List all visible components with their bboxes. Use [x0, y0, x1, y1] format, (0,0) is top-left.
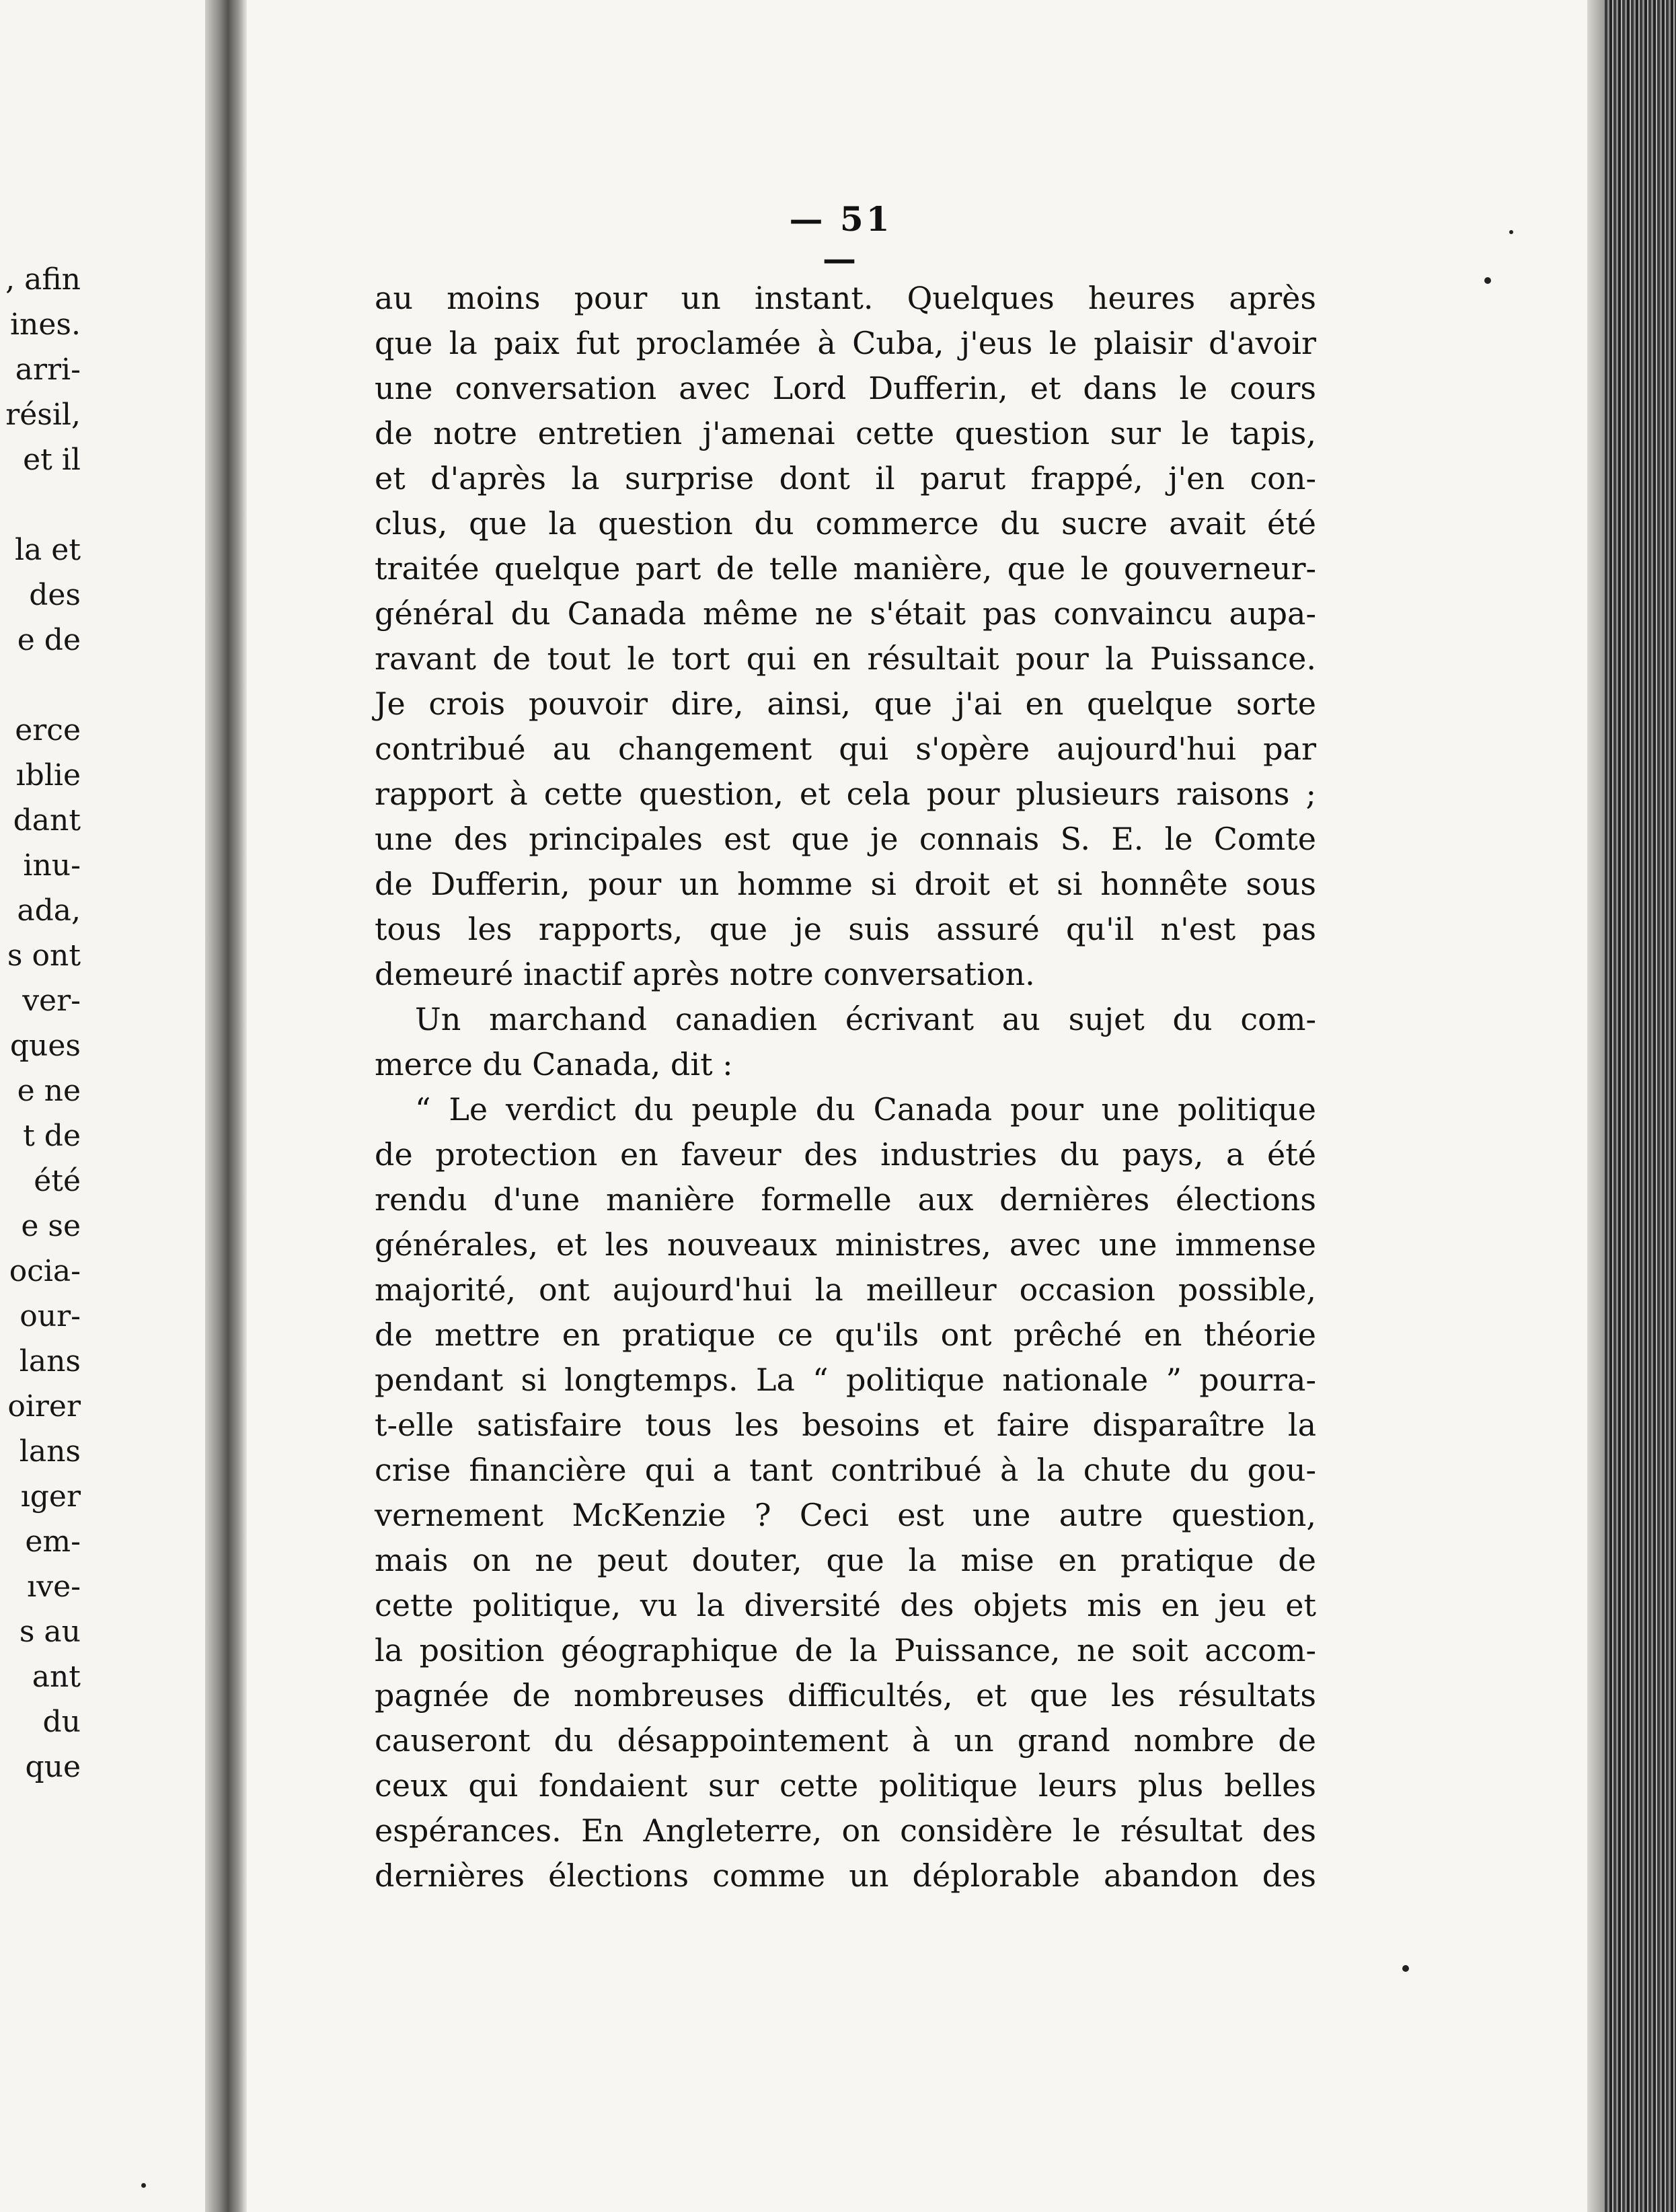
text-line: espérances. En Angleterre, on considère le résultat des [375, 1812, 1316, 1849]
text-line: traitée quelque part de telle manière, que le gouverneur- [375, 550, 1316, 587]
text-line: pendant si longtemps. La “ politique nationale ” pourra- [375, 1362, 1316, 1398]
text-line: une conversation avec Lord Dufferin, et dans le cours [375, 370, 1316, 406]
left-line: ıve- [27, 1570, 81, 1604]
text-line: ravant de tout le tort qui en résultait pour la Puissance. [375, 640, 1316, 677]
text-line: demeuré inactif après notre conversation. [375, 956, 1035, 992]
left-line: erce [15, 713, 81, 747]
text-line: au moins pour un instant. Quelques heures après [375, 280, 1316, 316]
text-line: de Dufferin, pour un homme si droit et si honnête sous [375, 866, 1316, 902]
left-line: ada, [17, 893, 81, 928]
left-line: ver- [22, 984, 81, 1018]
left-line: our- [20, 1299, 81, 1333]
text-line: clus, que la question du commerce du sucre avait été [375, 505, 1316, 542]
left-line: e se [21, 1209, 81, 1243]
text-line: rendu d'une manière formelle aux dernières élections [375, 1181, 1316, 1218]
text-line: crise financière qui a tant contribué à la chute du gou- [375, 1452, 1316, 1488]
left-line: ques [9, 1029, 81, 1063]
left-line: du [42, 1705, 81, 1739]
left-line: em- [25, 1524, 81, 1559]
text-line: de notre entretien j'amenai cette question sur le tapis, [375, 415, 1316, 451]
left-line: des [29, 578, 81, 612]
text-line: majorité, ont aujourd'hui la meilleur occasion possible, [375, 1271, 1316, 1308]
left-line: e ne [17, 1074, 81, 1108]
text-line: Je crois pouvoir dire, ainsi, que j'ai en quelque sorte [375, 686, 1316, 722]
text-line: mais on ne peut douter, que la mise en pratique de [375, 1542, 1316, 1578]
text-line: une des principales est que je connais S. E. le Comte [375, 821, 1316, 857]
left-line: que [25, 1750, 81, 1784]
page-number: — 51 — [789, 199, 892, 279]
text-line: et d'après la surprise dont il parut frappé, j'en con- [375, 460, 1316, 496]
left-line: ines. [9, 307, 81, 342]
dust-speck [141, 2183, 146, 2188]
text-line: que la paix fut proclamée à Cuba, j'eus le plaisir d'avoir [375, 325, 1316, 361]
book-gutter [205, 0, 247, 2212]
text-line: tous les rapports, que je suis assuré qu'il n'est pas [375, 911, 1316, 947]
dust-speck [1509, 230, 1513, 234]
left-line: ant [32, 1660, 81, 1694]
text-line: générales, et les nouveaux ministres, avec une immense [375, 1226, 1316, 1263]
left-line: s au [19, 1615, 81, 1649]
text-line: général du Canada même ne s'était pas convaincu aupa- [375, 595, 1316, 632]
text-line: dernières élections comme un déplorable abandon des [375, 1857, 1316, 1894]
left-line: lans [19, 1344, 81, 1378]
text-line: “ Le verdict du peuple du Canada pour une politique [415, 1091, 1316, 1128]
left-line: , afin [5, 262, 81, 297]
text-line: merce du Canada, dit : [375, 1046, 733, 1082]
left-page-fragment [0, 0, 205, 2212]
text-line: contribué au changement qui s'opère aujourd'hui par [375, 731, 1316, 767]
left-line: lans [19, 1434, 81, 1469]
left-line: résil, [5, 398, 81, 432]
text-line: causeront du désappointement à un grand nombre de [375, 1722, 1316, 1759]
left-line: ıger [20, 1479, 81, 1514]
text-line: ceux qui fondaient sur cette politique leurs plus belles [375, 1767, 1316, 1804]
body-text [375, 276, 1316, 1898]
left-line: arri- [15, 353, 81, 387]
left-line: dant [13, 803, 81, 838]
text-line: la position géographique de la Puissance, ne soit accom- [375, 1632, 1316, 1668]
left-line: t de [23, 1119, 81, 1153]
text-line: de mettre en pratique ce qu'ils ont prêché en théorie [375, 1317, 1316, 1353]
left-line: s ont [7, 938, 81, 973]
text-line: pagnée de nombreuses difficultés, et que les résultats [375, 1677, 1316, 1713]
left-line: été [34, 1164, 81, 1198]
text-line: Un marchand canadien écrivant au sujet du com- [415, 1001, 1316, 1037]
left-line: ocia- [9, 1254, 81, 1288]
text-line: t-elle satisfaire tous les besoins et faire disparaître la [375, 1407, 1316, 1443]
text-line: vernement McKenzie ? Ceci est une autre question, [375, 1497, 1316, 1533]
left-line: la et [14, 533, 81, 567]
page-edge-shadow [1587, 0, 1605, 2212]
left-line-gap [0, 482, 81, 527]
left-line-gap [0, 663, 81, 708]
text-line: de protection en faveur des industries du pays, a été [375, 1136, 1316, 1173]
text-line: cette politique, vu la diversité des objets mis en jeu et [375, 1587, 1316, 1623]
dust-speck [1402, 1965, 1409, 1972]
left-line: oirer [7, 1389, 81, 1424]
left-page-text [0, 257, 81, 1790]
left-line: et il [23, 443, 81, 477]
left-line: e de [17, 623, 81, 657]
text-line: rapport à cette question, et cela pour plusieurs raisons ; [375, 776, 1316, 812]
left-line: ıblie [15, 758, 81, 792]
dust-speck [1484, 277, 1491, 284]
left-line: inu- [23, 848, 81, 883]
